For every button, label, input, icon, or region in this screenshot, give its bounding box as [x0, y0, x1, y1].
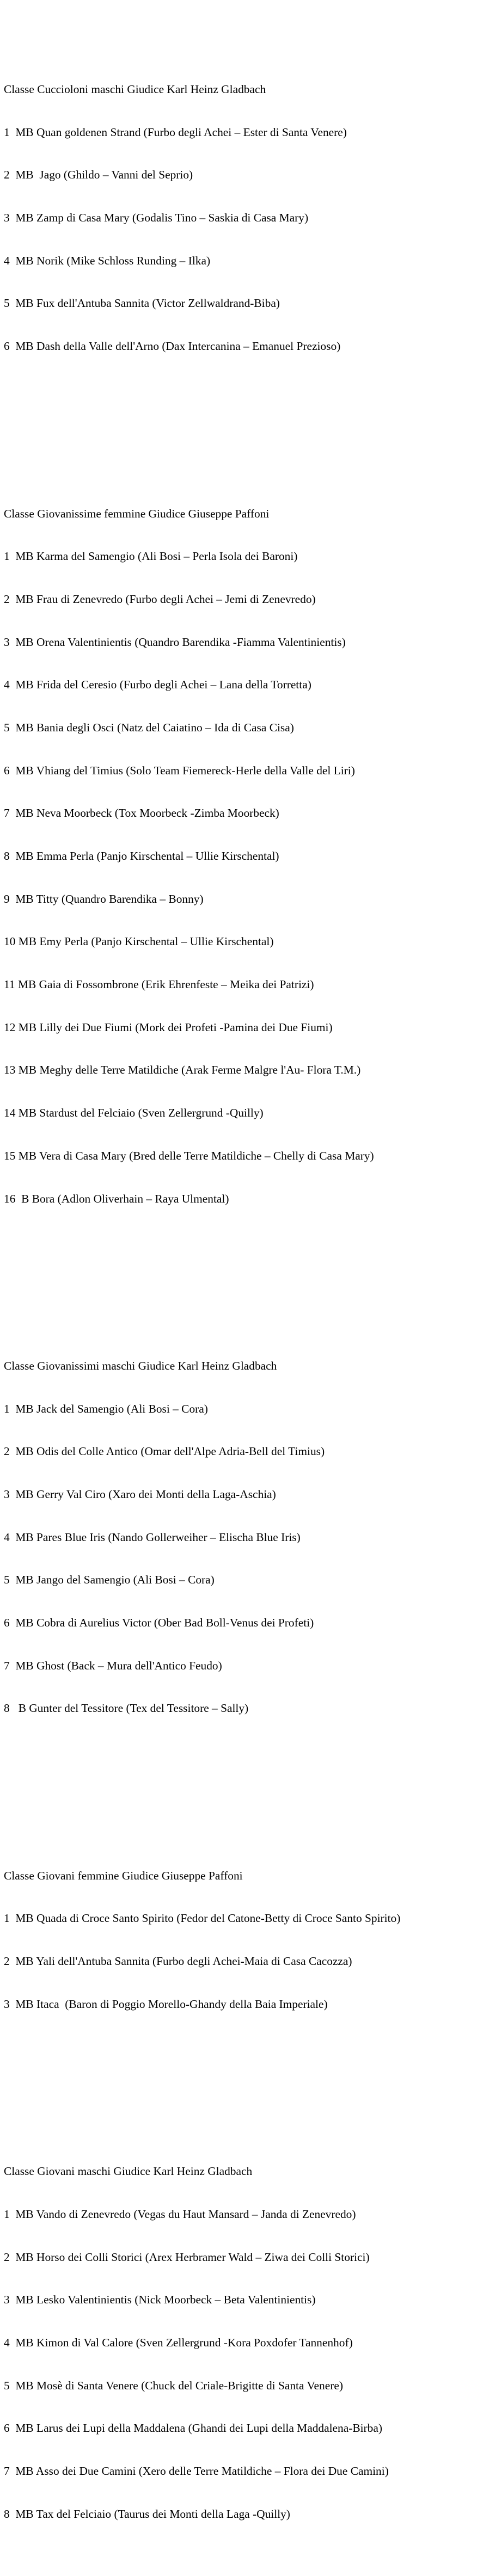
list-item: 9 MB Titty (Quandro Barendika – Bonny): [4, 892, 204, 905]
section-spacer: [4, 1771, 475, 1786]
class-section-giovani-femmine: [4, 1841, 475, 2039]
list-item: 10 MB Emy Perla (Panjo Kirschental – Ullie Kirschental): [4, 935, 274, 948]
list-item: 6 MB Dash della Valle dell'Arno (Dax Intercanina – Emanuel Prezioso): [4, 340, 341, 353]
list-item: 8 MB Tax del Felciaio (Taurus dei Monti della Laga -Quilly): [4, 2507, 290, 2520]
list-item: 1 MB Karma del Samengio (Ali Bosi – Perla Isola dei Baroni): [4, 550, 298, 563]
list-item: 5 MB Fux dell'Antuba Sannita (Victor Zellwaldrand-Biba): [4, 297, 280, 310]
section-spacer: [4, 409, 475, 424]
list-item: 3 MB Gerry Val Ciro (Xaro dei Monti della Laga-Aschia): [4, 1487, 276, 1501]
class-section-cuccioloni-maschi: [4, 54, 475, 381]
list-item: 3 MB Itaca (Baron di Poggio Morello-Ghandy della Baia Imperiale): [4, 1997, 328, 2011]
list-item: 8 B Gunter del Tessitore (Tex del Tessitore – Sally): [4, 1702, 249, 1715]
class-heading: Classe Giovanissime femmine Giudice Giuseppe Paffoni: [4, 507, 270, 520]
list-item: 1 MB Jack del Samengio (Ali Bosi – Cora): [4, 1402, 208, 1415]
list-item: 2 MB Jago (Ghildo – Vanni del Seprio): [4, 168, 193, 182]
list-item: 3 MB Lesko Valentinientis (Nick Moorbeck – Beta Valentinientis): [4, 2293, 316, 2307]
class-section-giovanissime-femmine: [4, 479, 475, 1234]
list-item: 12 MB Lilly dei Due Fiumi (Mork dei Profeti -Pamina dei Due Fiumi): [4, 1020, 333, 1034]
list-item: 3 MB Orena Valentinientis (Quandro Barendika -Fiamma Valentinientis): [4, 635, 346, 649]
list-item: 14 MB Stardust del Felciaio (Sven Zellergrund -Quilly): [4, 1106, 264, 1120]
list-item: 4 MB Norik (Mike Schloss Runding – Ilka): [4, 254, 211, 267]
list-item: 13 MB Meghy delle Terre Matildiche (Arak Ferme Malgre l'Au- Flora T.M.): [4, 1063, 361, 1077]
list-item: 5 MB Jango del Samengio (Ali Bosi – Cora): [4, 1573, 215, 1587]
list-item: 5 MB Mosè di Santa Venere (Chuck del Criale-Brigitte di Santa Venere): [4, 2378, 343, 2392]
class-heading: Classe Cuccioloni maschi Giudice Karl Heinz Gladbach: [4, 83, 266, 96]
section-spacer: [4, 1261, 475, 1277]
list-item: 2 MB Yali dell'Antuba Sannita (Furbo degli Achei-Maia di Casa Cacozza): [4, 1955, 352, 1968]
list-item: 7 MB Ghost (Back – Mura dell'Antico Feudo): [4, 1659, 222, 1672]
class-heading: Classe Giovani maschi Giudice Karl Heinz Gladbach: [4, 2165, 253, 2178]
list-item: 1 MB Quan goldenen Strand (Furbo degli Achei – Ester di Santa Venere): [4, 125, 347, 139]
list-item: 4 MB Kimon di Val Calore (Sven Zellergrund -Kora Poxdofer Tannenhof): [4, 2335, 353, 2349]
list-item: 16 B Bora (Adlon Oliverhain – Raya Ulmental): [4, 1192, 229, 1205]
list-item: 6 MB Cobra di Aurelius Victor (Ober Bad Boll-Venus dei Profeti): [4, 1616, 314, 1629]
list-item: 6 MB Vhiang del Timius (Solo Team Fiemereck-Herle della Valle del Liri): [4, 763, 355, 777]
list-item: 11 MB Gaia di Fossombrone (Erik Ehrenfeste – Meika dei Patrizi): [4, 978, 314, 991]
list-item: 5 MB Bania degli Osci (Natz del Caiatino – Ida di Casa Cisa): [4, 720, 294, 734]
list-item: 4 MB Frida del Ceresio (Furbo degli Achei – Lana della Torretta): [4, 678, 311, 692]
list-item: 3 MB Zamp di Casa Mary (Godalis Tino – Saskia di Casa Mary): [4, 211, 309, 225]
list-item: 4 MB Pares Blue Iris (Nando Gollerweiher – Elischa Blue Iris): [4, 1530, 301, 1544]
results-document: [4, 0, 475, 2576]
class-heading: Classe Giovani femmine Giudice Giuseppe Paffoni: [4, 1869, 243, 1882]
list-item: 7 MB Neva Moorbeck (Tox Moorbeck -Zimba Moorbeck): [4, 806, 279, 820]
list-item: 2 MB Frau di Zenevredo (Furbo degli Achei – Jemi di Zenevredo): [4, 592, 316, 606]
list-item: 15 MB Vera di Casa Mary (Bred delle Terre Matildiche – Chelly di Casa Mary): [4, 1149, 374, 1162]
list-item: 8 MB Emma Perla (Panjo Kirschental – Ullie Kirschental): [4, 849, 279, 862]
list-item: 6 MB Larus dei Lupi della Maddalena (Ghandi dei Lupi della Maddalena-Birba): [4, 2421, 382, 2435]
list-item: 7 MB Asso dei Due Camini (Xero delle Terre Matildiche – Flora dei Due Camini): [4, 2464, 389, 2478]
section-spacer: [4, 2067, 475, 2082]
class-section-giovanissimi-maschi: [4, 1331, 475, 1743]
list-item: 1 MB Quada di Croce Santo Spirito (Fedor del Catone-Betty di Croce Santo Spirito): [4, 1912, 401, 1925]
list-item: 1 MB Vando di Zenevredo (Vegas du Haut Mansard – Janda di Zenevredo): [4, 2207, 356, 2221]
class-heading: Classe Giovanissimi maschi Giudice Karl Heinz Gladbach: [4, 1359, 277, 1372]
list-item: 2 MB Horso dei Colli Storici (Arex Herbramer Wald – Ziwa dei Colli Storici): [4, 2250, 370, 2264]
list-item: 2 MB Odis del Colle Antico (Omar dell'Alpe Adria-Bell del Timius): [4, 1445, 325, 1458]
class-section-giovani-maschi: [4, 2136, 475, 2549]
